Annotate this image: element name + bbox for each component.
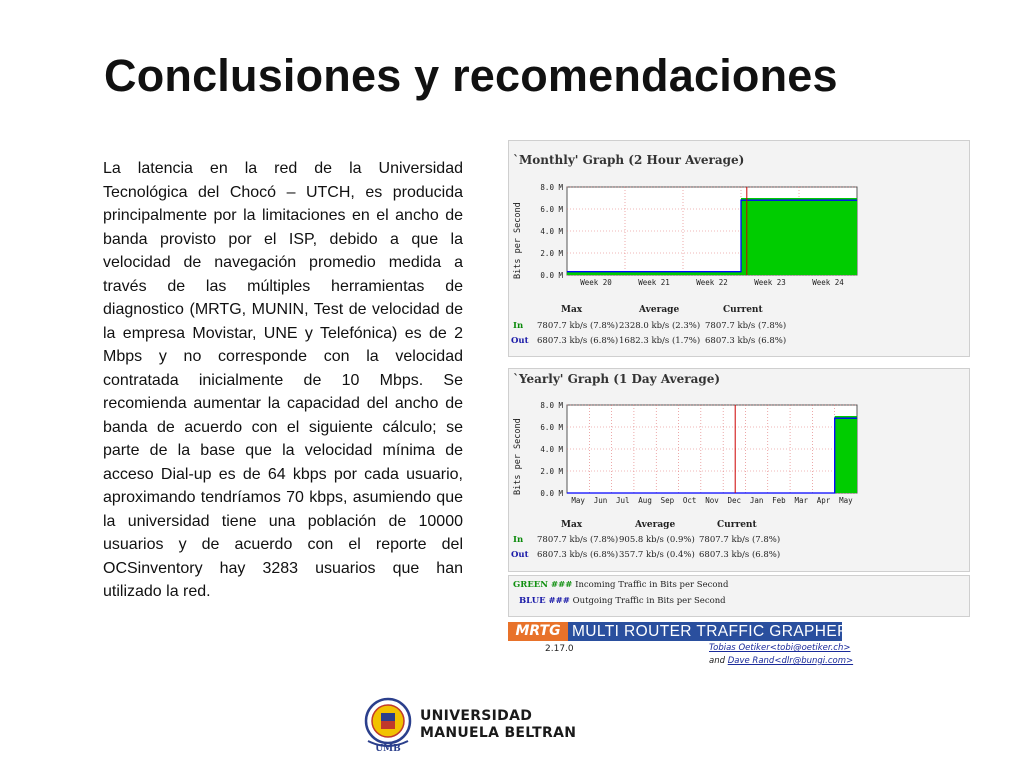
monthly-out-max: 6807.3 kb/s (6.8%) — [537, 336, 619, 346]
yearly-average-header: Average — [635, 520, 676, 530]
yearly-x-tick-label: Oct — [682, 496, 697, 505]
monthly-y-tick-label: 2.0 M — [540, 249, 563, 258]
conclusion-paragraph: La latencia en la red de la Universidad Tecnológica del Chocó – UTCH, es producida principalmente por la limitaciones en el ancho de banda provisto por el ISP, debido a que la velocidad de navegación promedio medida a través de las múltiples herramientas de diagnostico (MRTG, MUNIN, Test de velocidad de la empresa Movistar, UNE y Telefónica) es de 2 Mbps y no corresponde con la velocidad contratada inicialmente de 10 Mbps. Se recomienda aumentar la capacidad del ancho de banda de acuerdo con el siguiente cálculo; se parte de la base que la velocidad mínima de acceso Dial-up es de 64 kbps por cada usuario, aproximando tendríamos 70 kbps, asumiendo que la universidad tiene una población de 10000 usuarios y de acuerdo con el reporte del OCSinventory hay 3283 usuarios que han utilizado la red. — [103, 160, 463, 600]
yearly-x-tick-label: Sep — [660, 496, 675, 505]
yearly-x-tick-label: Jul — [615, 496, 630, 505]
monthly-x-tick-label: Week 23 — [754, 278, 786, 287]
monthly-y-tick-label: 8.0 M — [540, 183, 563, 192]
yearly-in-max: 7807.7 kb/s (7.8%) — [537, 535, 619, 545]
mrtg-author-line-2 — [709, 656, 853, 666]
monthly-in-area-segment — [799, 198, 857, 275]
yearly-x-tick-label: Jun — [593, 496, 608, 505]
mrtg-banner — [508, 622, 849, 641]
yearly-y-tick-label: 6.0 M — [540, 423, 563, 432]
yearly-y-axis-label: Bits per Second — [513, 418, 523, 495]
monthly-y-tick-label: 0.0 M — [540, 271, 563, 280]
monthly-x-tick-label: Week 22 — [696, 278, 728, 287]
mrtg-logo: MRTG — [508, 622, 568, 641]
monthly-current-header: Current — [723, 305, 763, 315]
yearly-out-average: 357.7 kb/s (0.4%) — [619, 550, 695, 560]
yearly-out-max: 6807.3 kb/s (6.8%) — [537, 550, 619, 560]
monthly-in-max: 7807.7 kb/s (7.8%) — [537, 321, 619, 331]
mrtg-author-link-1[interactable]: Tobias Oetiker<tobi@oetiker.ch> — [709, 643, 851, 653]
university-seal-icon — [362, 697, 414, 753]
monthly-out-average: 1682.3 kb/s (1.7%) — [619, 336, 701, 346]
monthly-y-axis-label: Bits per Second — [513, 202, 523, 279]
legend-green-text: Incoming Traffic in Bits per Second — [575, 580, 729, 590]
yearly-in-average: 905.8 kb/s (0.9%) — [619, 535, 695, 545]
yearly-x-tick-label: May — [571, 496, 585, 505]
yearly-out-label: Out — [511, 550, 529, 560]
monthly-x-tick-label: Week 21 — [638, 278, 670, 287]
monthly-y-tick-label: 6.0 M — [540, 205, 563, 214]
monthly-graph-panel — [508, 140, 970, 357]
yearly-max-header: Max — [561, 520, 583, 530]
yearly-x-tick-label: Apr — [816, 496, 831, 505]
legend-incoming — [513, 580, 728, 590]
legend-blue-text: Outgoing Traffic in Bits per Second — [572, 596, 726, 606]
monthly-max-header: Max — [561, 305, 583, 315]
monthly-out-current: 6807.3 kb/s (6.8%) — [705, 336, 787, 346]
legend-green-key: GREEN ### — [513, 580, 573, 590]
yearly-y-tick-label: 8.0 M — [540, 401, 563, 410]
yearly-x-tick-label: May — [839, 496, 853, 505]
mrtg-version: 2.17.0 — [545, 644, 574, 654]
traffic-legend — [508, 575, 970, 617]
university-seal-text: UMB — [375, 744, 401, 753]
monthly-in-average: 2328.0 kb/s (2.3%) — [619, 321, 701, 331]
yearly-y-tick-label: 0.0 M — [540, 489, 563, 498]
yearly-y-tick-label: 4.0 M — [540, 445, 563, 454]
yearly-x-tick-label: Dec — [727, 496, 742, 505]
yearly-x-tick-label: Feb — [772, 496, 786, 505]
mrtg-author-link-2[interactable]: Dave Rand<dlr@bungi.com> — [727, 656, 854, 666]
yearly-x-tick-label: Mar — [794, 496, 809, 505]
monthly-x-tick-label: Week 24 — [812, 278, 844, 287]
yearly-graph-panel — [508, 368, 970, 572]
legend-blue-key: BLUE ### — [519, 596, 570, 606]
yearly-current-header: Current — [717, 520, 757, 530]
yearly-y-tick-label: 2.0 M — [540, 467, 563, 476]
university-name-line-1: UNIVERSIDAD — [420, 708, 533, 724]
mrtg-full-name: MULTI ROUTER TRAFFIC GRAPHER — [572, 623, 849, 640]
yearly-x-tick-label: Aug — [638, 496, 652, 505]
university-name-line-2: MANUELA BELTRAN — [420, 725, 577, 741]
monthly-out-label: Out — [511, 336, 529, 346]
monthly-graph — [525, 181, 873, 301]
monthly-graph-title: `Monthly' Graph (2 Hour Average) — [513, 153, 745, 167]
yearly-in-label: In — [513, 535, 524, 545]
monthly-y-tick-label: 4.0 M — [540, 227, 563, 236]
yearly-in-area-segment — [835, 416, 857, 493]
yearly-out-current: 6807.3 kb/s (6.8%) — [699, 550, 781, 560]
university-name — [420, 708, 576, 742]
yearly-in-current: 7807.7 kb/s (7.8%) — [699, 535, 781, 545]
yearly-x-tick-label: Nov — [705, 496, 719, 505]
legend-outgoing — [519, 596, 726, 606]
monthly-in-current: 7807.7 kb/s (7.8%) — [705, 321, 787, 331]
monthly-in-label: In — [513, 321, 524, 331]
yearly-x-tick-label: Jan — [749, 496, 764, 505]
yearly-graph — [525, 399, 873, 519]
monthly-x-tick-label: Week 20 — [580, 278, 612, 287]
monthly-in-area-segment — [741, 198, 799, 275]
yearly-graph-title: `Yearly' Graph (1 Day Average) — [513, 372, 721, 386]
mrtg-and-text: and — [709, 656, 725, 666]
monthly-average-header: Average — [639, 305, 680, 315]
slide-title: Conclusiones y recomendaciones — [104, 50, 838, 101]
